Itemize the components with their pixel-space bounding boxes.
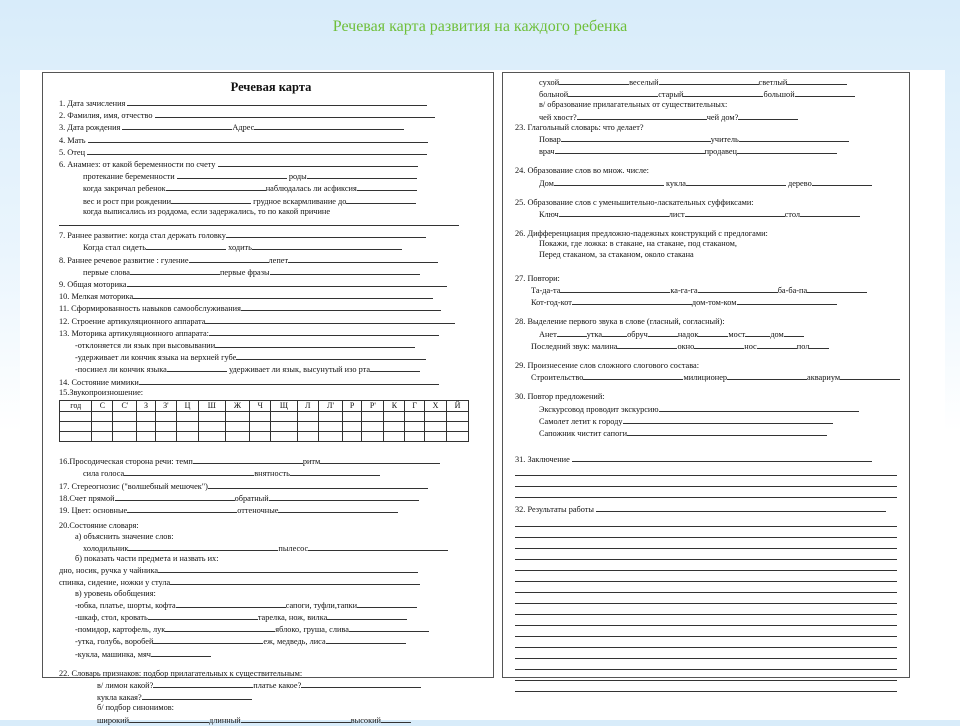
form-line: 31. Заключение [515,453,901,465]
fill-in-line[interactable] [617,340,677,349]
fill-in-line[interactable] [370,363,420,372]
fill-in-line[interactable] [648,328,678,337]
fill-in-line[interactable] [308,542,448,551]
sound-cell[interactable] [318,422,342,432]
sound-cell[interactable] [198,412,225,422]
sound-cell[interactable] [113,412,137,422]
form-line: Покажи, где ложка: в стакане, на стакане, под стаканом, [539,239,737,249]
fill-in-line[interactable] [290,467,380,476]
sound-column-header: Р [343,401,362,412]
form-line: кукла какая? [59,691,483,703]
form-line: Кот-год-кот дом-том-ком [515,296,901,308]
fill-in-line[interactable] [130,266,220,275]
sound-cell[interactable] [92,422,113,432]
form-line: чей хвост? чей дом? [515,111,901,123]
fill-in-line[interactable] [241,714,351,723]
form-line: -юбка, платье, шорты, кофта сапоги, туфли,тапки [59,599,483,611]
sound-cell[interactable] [250,422,271,432]
fill-in-line[interactable] [737,296,837,305]
sound-column-header: Р' [362,401,384,412]
sound-cell[interactable] [271,412,298,422]
fill-in-line[interactable] [326,635,406,644]
form-line: 13. Моторика артикуляционного аппарата: [59,327,483,339]
form-line: 10. Мелкая моторика [59,290,483,302]
fill-in-line[interactable] [555,145,705,154]
form-line: Анет утка обруч надок мост дом [515,328,901,340]
fill-in-line[interactable] [357,599,417,608]
fill-in-line[interactable] [787,76,847,85]
fill-in-line[interactable] [122,121,232,130]
form-line: широкий длинный высокий [59,714,483,726]
sound-cell[interactable] [250,412,271,422]
fill-in-line[interactable] [739,133,849,142]
sound-column-header: Й [446,401,468,412]
fill-in-line[interactable] [127,504,237,513]
form-line: 8. Раннее речевое развитие : гуление лепет [59,254,483,266]
fill-in-line[interactable] [254,121,404,130]
fill-in-line[interactable] [840,371,900,380]
fill-in-line[interactable] [269,492,419,501]
sound-cell[interactable] [198,422,225,432]
form-line: сила голоса внятность [59,467,483,479]
sound-cell[interactable] [425,422,447,432]
form-line: -кукла, машинка, мяч [59,648,483,660]
fill-in-line[interactable] [301,679,421,688]
sound-cell[interactable] [343,422,362,432]
form-line: 20.Состояние словаря: [59,521,139,531]
sound-column-header: Л [297,401,318,412]
form-line: первые слова первые фразы [59,266,483,278]
blank-line[interactable] [515,670,897,681]
fill-in-line[interactable] [146,241,226,250]
form-line: врач продавец [515,145,901,157]
blank-line[interactable] [515,659,897,670]
sound-column-header: С [92,401,113,412]
form-line: 17. Стереогнозис ("волшебный мешочек") [59,480,483,492]
sound-cell[interactable] [446,432,468,442]
form-line: Строительство милиционер аквариум [515,371,901,383]
blank-line[interactable] [515,593,897,604]
sound-column-header: Ч [250,401,271,412]
sound-cell[interactable] [60,412,92,422]
blank-line[interactable] [515,604,897,615]
fill-in-line[interactable] [165,623,275,632]
fill-in-line[interactable] [167,363,227,372]
form-line: холодильник пылесос [59,542,483,554]
blank-line[interactable] [515,516,897,527]
sound-cell[interactable] [405,412,425,422]
sound-column-header: Ц [177,401,199,412]
form-line: Ключ лист стол [515,208,901,220]
sound-cell[interactable] [362,422,384,432]
sound-pronunciation-table [59,400,469,442]
sound-column-header: год [60,401,92,412]
sound-cell[interactable] [137,412,155,422]
speech-card-page-left [42,72,494,725]
fill-in-line[interactable] [278,504,398,513]
blank-line[interactable] [515,571,897,582]
form-line: 27. Повтори: [515,273,560,283]
sound-cell[interactable] [155,422,176,432]
fill-in-line[interactable] [142,691,252,700]
form-line: 24. Образование слов во множ. числе: [515,166,649,176]
sound-column-header: З' [155,401,176,412]
sound-cell[interactable] [92,412,113,422]
form-line: когда выписались из роддома, если задержались, то по какой причине [83,206,331,216]
form-line: 6. Анамнез: от какой беременности по счету [59,158,483,170]
fill-in-line[interactable] [87,146,427,155]
fill-in-line[interactable] [561,133,711,142]
sound-cell[interactable] [425,432,447,442]
fill-in-line[interactable] [124,467,254,476]
form-line: в/ лимон какой? платье какое? [59,679,483,691]
sound-cell[interactable] [446,412,468,422]
form-line: Экскурсовод проводит экскурсию [515,403,901,415]
form-line: дно, носик, ручка у чайника [59,564,483,576]
sound-column-header: З [137,401,155,412]
form-line: в/ образование прилагательных от существительных: [539,100,728,110]
sound-cell[interactable] [137,432,155,442]
sound-cell[interactable] [384,432,405,442]
fill-in-line[interactable] [560,284,670,293]
slide-title: Речевая карта развития на каждого ребенка [332,18,628,35]
sound-cell[interactable] [271,422,298,432]
form-line: -удерживает ли кончик языка на верхней губе [59,351,483,363]
fill-in-line[interactable] [807,284,867,293]
form-line: спинка, сидение, ножки у стула [59,576,483,588]
form-line: Перед стаканом, за стаканом, около стакана [539,249,694,259]
fill-in-line[interactable] [139,376,439,385]
sound-column-header: Х [425,401,447,412]
fill-in-line[interactable] [554,177,664,186]
fill-in-line[interactable] [559,208,669,217]
sound-cell[interactable] [343,432,362,442]
form-line: Самолет летит к городу [515,415,901,427]
form-line: 30. Повтор предложений: [515,392,605,402]
document-title: Речевая карта [230,80,312,94]
form-line: 3. Дата рождения Адрес [59,121,483,133]
fill-in-line[interactable] [577,111,707,120]
fill-in-line[interactable] [745,328,770,337]
fill-in-line[interactable] [171,195,251,204]
fill-in-line[interactable] [559,76,629,85]
sound-cell[interactable] [425,412,447,422]
fill-in-line[interactable] [215,339,415,348]
fill-in-line[interactable] [128,542,278,551]
sound-cell[interactable] [362,412,384,422]
sound-cell[interactable] [405,432,425,442]
sound-cell[interactable] [177,432,199,442]
form-line: 28. Выделение первого звука в слове (гласный, согласный): [515,317,725,327]
blank-line[interactable] [515,527,897,538]
form-line [59,217,483,229]
blank-line[interactable] [515,549,897,560]
fill-in-line[interactable] [158,564,418,573]
fill-in-line[interactable] [176,599,286,608]
fill-in-line[interactable] [59,217,459,226]
fill-in-line[interactable] [193,455,303,464]
fill-in-line[interactable] [800,208,860,217]
form-line: 9. Общая моторика [59,278,483,290]
sound-cell[interactable] [225,412,250,422]
sound-cell[interactable] [297,412,318,422]
fill-in-line[interactable] [148,611,258,620]
form-line: 26. Дифференциация предложно-падежных конструкций с предлогами: [515,229,768,239]
fill-in-line[interactable] [572,453,872,462]
fill-in-line[interactable] [88,134,428,143]
sound-cell[interactable] [384,422,405,432]
sound-cell[interactable] [177,422,199,432]
form-line: -утка, голубь, воробей еж, медведь, лиса [59,635,483,647]
fill-in-line[interactable] [583,371,683,380]
form-line: -отклоняется ли язык при высовывании [59,339,483,351]
fill-in-line[interactable] [568,88,658,97]
form-line: вес и рост при рождении грудное вскармливание до [59,195,483,207]
sound-cell[interactable] [362,432,384,442]
sound-cell[interactable] [318,432,342,442]
fill-in-line[interactable] [127,97,427,106]
form-line: 16.Просодическая сторона речи: темп ритм [59,455,483,467]
sound-column-header: С' [113,401,137,412]
sound-cell[interactable] [60,432,92,442]
sound-column-header: Г [405,401,425,412]
sound-cell[interactable] [297,422,318,432]
fill-in-line[interactable] [738,111,798,120]
fill-in-line[interactable] [596,503,886,512]
form-line: Последний звук: малина окно нос пол [515,340,901,352]
fill-in-line[interactable] [757,340,797,349]
blank-line[interactable] [515,637,897,648]
form-line: сухой веселый светлый [515,76,901,88]
fill-in-line[interactable] [683,88,763,97]
fill-in-line[interactable] [572,296,692,305]
form-line: 14. Состояние мимики [59,376,483,388]
fill-in-line[interactable] [270,266,420,275]
fill-in-line[interactable] [346,195,416,204]
fill-in-line[interactable] [153,679,253,688]
form-line: -помидор, картофель, лук яблоко, груша, слива [59,623,483,635]
sound-cell[interactable] [225,432,250,442]
sound-cell[interactable] [198,432,225,442]
blank-line[interactable] [515,681,897,692]
fill-in-line[interactable] [226,229,426,238]
sound-cell[interactable] [297,432,318,442]
fill-in-line[interactable] [127,278,447,287]
fill-in-line[interactable] [151,648,211,657]
sound-cell[interactable] [92,432,113,442]
fill-in-line[interactable] [349,623,429,632]
fill-in-line[interactable] [208,480,428,489]
form-line: б) показать части предмета и назвать их: [75,553,219,563]
sound-cell[interactable] [60,422,92,432]
form-line: 22. Словарь признаков: подбор прилагательных к существительным: [59,668,303,678]
fill-in-line[interactable] [189,254,269,263]
form-line: 11. Сформированность навыков самообслуживания [59,302,483,314]
fill-in-line[interactable] [241,302,441,311]
form-line: в) уровень обобщения: [75,588,156,598]
fill-in-line[interactable] [784,328,804,337]
form-line: Повар учитель [515,133,901,145]
form-line: Сапожник чистит сапоги [515,427,901,439]
form-line: 23. Глагольный словарь: что делает? [515,122,644,132]
sound-cell[interactable] [343,412,362,422]
form-line: когда закричал ребенок наблюдалась ли асфиксия [59,182,483,194]
blank-line[interactable] [515,626,897,637]
fill-in-line[interactable] [129,714,209,723]
blank-line[interactable] [515,560,897,571]
form-line: протекание беременности роды [59,170,483,182]
fill-in-line[interactable] [153,635,263,644]
fill-in-line[interactable] [795,88,855,97]
form-line: 32. Результаты работы [515,503,901,515]
sound-cell[interactable] [405,422,425,432]
form-line: 1. Дата зачисления [59,97,483,109]
fill-in-line[interactable] [694,340,744,349]
sound-cell[interactable] [155,412,176,422]
fill-in-line[interactable] [812,177,872,186]
form-line: -шкаф, стол, кровать тарелка, нож, вилка [59,611,483,623]
sound-cell[interactable] [177,412,199,422]
form-line: 18.Счет прямой обратный [59,492,483,504]
fill-in-line[interactable] [557,328,587,337]
form-line: 15.Звукопроизношение: [59,387,144,397]
sound-cell[interactable] [384,412,405,422]
fill-in-line[interactable] [307,170,417,179]
fill-in-line[interactable] [698,328,728,337]
form-line: -посинел ли кончик языка удерживает ли язык, высунутый изо рта [59,363,483,375]
fill-in-line[interactable] [177,170,287,179]
fill-in-line[interactable] [381,714,411,723]
sound-cell[interactable] [155,432,176,442]
form-line: больной старый большой [515,88,901,100]
form-line: 25. Образование слов с уменьшительно-ласкательных суффиксами: [515,197,754,207]
fill-in-line[interactable] [218,158,418,167]
sound-column-header: К [384,401,405,412]
form-line: 7. Раннее развитие: когда стал держать головку [59,229,483,241]
fill-in-line[interactable] [623,415,833,424]
fill-in-line[interactable] [155,109,435,118]
fill-in-line[interactable] [357,182,417,191]
fill-in-line[interactable] [209,327,439,336]
sound-cell[interactable] [318,412,342,422]
fill-in-line[interactable] [602,328,627,337]
sound-column-header: Щ [271,401,298,412]
sound-cell[interactable] [250,432,271,442]
fill-in-line[interactable] [205,315,455,324]
sound-column-header: Ж [225,401,250,412]
sound-column-header: Л' [318,401,342,412]
form-line: 2. Фамилия, имя, отчество [59,109,483,121]
sound-cell[interactable] [113,422,137,432]
form-line: Та-да-та ка-га-га ба-ба-па [515,284,901,296]
form-line: 4. Мать [59,134,483,146]
fill-in-line[interactable] [170,576,420,585]
fill-in-line[interactable] [809,340,829,349]
sound-column-header: Ш [198,401,225,412]
fill-in-line[interactable] [659,76,759,85]
form-line: Когда стал сидеть ходить [59,241,483,253]
fill-in-line[interactable] [727,371,807,380]
fill-in-line[interactable] [659,403,859,412]
form-line: б/ подбор синонимов: [97,703,174,713]
fill-in-line[interactable] [737,145,837,154]
form-line: а) объяснить значение слов: [75,531,174,541]
blank-line[interactable] [515,648,897,659]
sound-cell[interactable] [225,422,250,432]
blank-line[interactable] [515,538,897,549]
fill-in-line[interactable] [288,254,438,263]
blank-line[interactable] [515,615,897,626]
sound-cell[interactable] [446,422,468,432]
fill-in-line[interactable] [685,208,785,217]
fill-in-line[interactable] [252,241,402,250]
fill-in-line[interactable] [166,182,266,191]
fill-in-line[interactable] [320,455,440,464]
fill-in-line[interactable] [327,611,407,620]
form-line: 19. Цвет: основные оттеночные [59,504,483,516]
fill-in-line[interactable] [236,351,426,360]
blank-line[interactable] [515,582,897,593]
form-line: 5. Отец [59,146,483,158]
fill-in-line[interactable] [698,284,778,293]
sound-cell[interactable] [113,432,137,442]
speech-card-page-right [502,72,910,678]
sound-cell[interactable] [271,432,298,442]
sound-cell[interactable] [137,422,155,432]
form-line: 29. Произнесение слов сложного слогового состава: [515,361,700,371]
form-line: Дом кукла дерево [515,177,901,189]
form-line: 12. Строение артикуляционного аппарата [59,315,483,327]
fill-in-line[interactable] [115,492,235,501]
fill-in-line[interactable] [686,177,786,186]
fill-in-line[interactable] [133,290,433,299]
fill-in-line[interactable] [627,427,827,436]
